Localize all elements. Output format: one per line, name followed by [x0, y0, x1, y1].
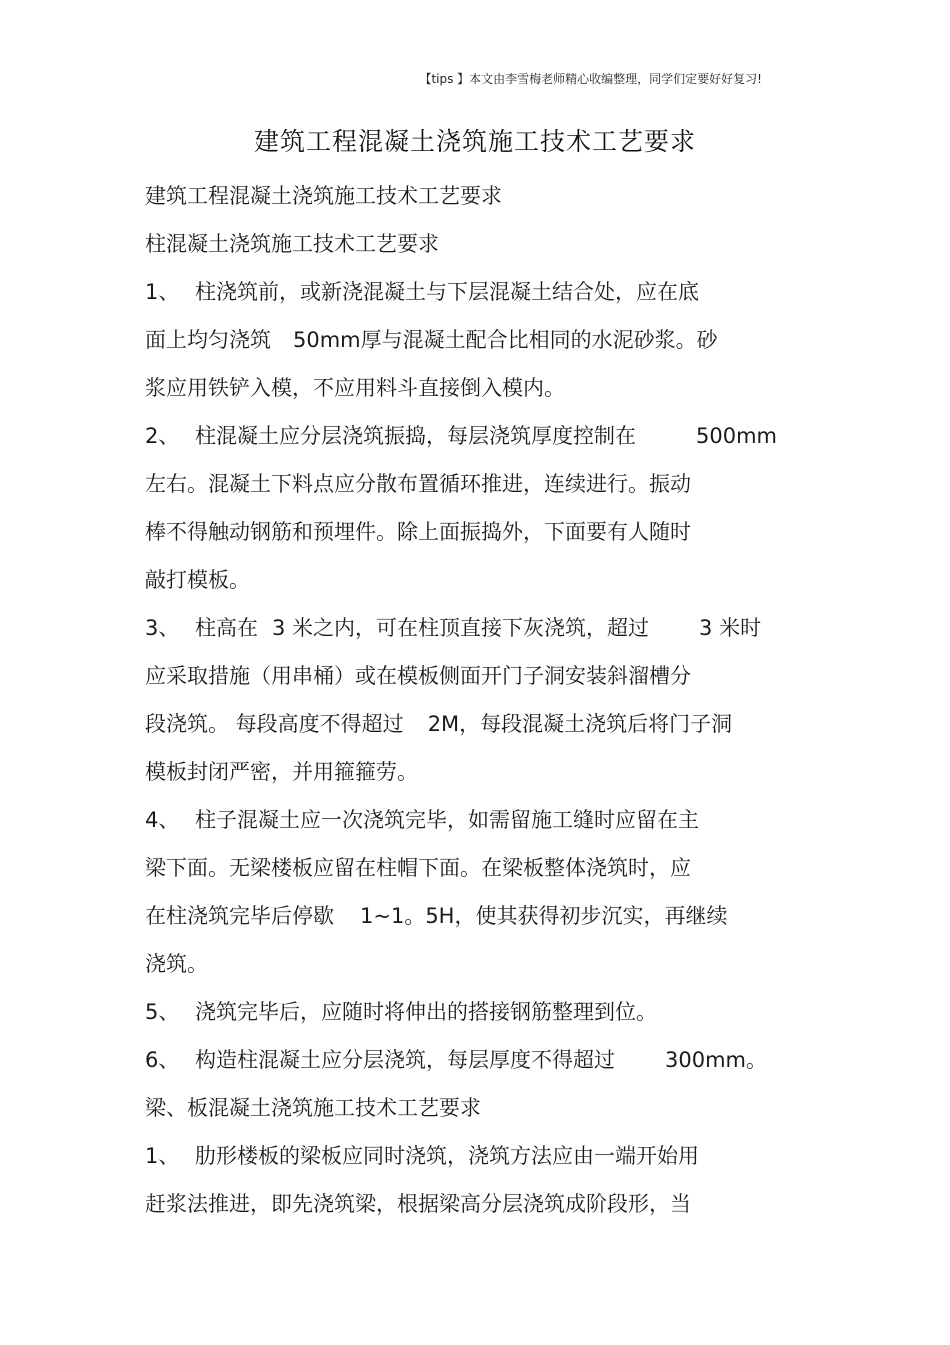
item-text: 面上均匀浇筑 [145, 328, 271, 352]
section-heading-column: 柱混凝土浇筑施工技术工艺要求 [145, 232, 439, 256]
item-number: 5、 [145, 1000, 180, 1024]
item-text: 500mm [696, 424, 777, 448]
item-number: 3、 [145, 616, 180, 640]
item-number: 6、 [145, 1048, 180, 1072]
item-number: 4、 [145, 808, 180, 832]
paragraph-line: 赶浆法推进，即先浇筑梁，根据梁高分层浇筑成阶段形，当 [145, 1192, 691, 1216]
item-text: 在柱浇筑完毕后停歇 [145, 904, 334, 928]
item-text: 50mm厚与混凝土配合比相同的水泥砂浆。砂 [293, 328, 718, 352]
paragraph-line [145, 997, 657, 1027]
paragraph-line: 敲打模板。 [145, 568, 250, 592]
item-text: 300mm。 [665, 1048, 767, 1072]
item-text: 柱高在 [195, 616, 258, 640]
document-subtitle: 建筑工程混凝土浇筑施工技术工艺要求 [145, 184, 502, 208]
paragraph-line [145, 277, 699, 307]
paragraph-line [145, 805, 699, 835]
paragraph-line: 梁下面。无梁楼板应留在柱帽下面。在梁板整体浇筑时，应 [145, 856, 691, 880]
item-text: 1~1。5H，使其获得初步沉实，再继续 [360, 904, 728, 928]
paragraph-line [145, 421, 777, 451]
item-number: 1、 [145, 1144, 180, 1168]
paragraph-line [145, 613, 761, 643]
paragraph-line: 棒不得触动钢筋和预埋件。除上面振捣外，下面要有人随时 [145, 520, 691, 544]
item-text: 3 米时 [699, 616, 762, 640]
item-text: 柱浇筑前，或新浇混凝土与下层混凝土结合处，应在底 [195, 280, 699, 304]
paragraph-line [145, 709, 732, 739]
paragraph-line: 浇筑。 [145, 952, 208, 976]
item-text: 段浇筑。 每段高度不得超过 [145, 712, 404, 736]
paragraph-line [145, 1141, 699, 1171]
paragraph-line: 左右。混凝土下料点应分散布置循环推进，连续进行。振动 [145, 472, 691, 496]
document-title: 建筑工程混凝土浇筑施工技术工艺要求 [253, 127, 696, 156]
item-text: 柱子混凝土应一次浇筑完毕，如需留施工缝时应留在主 [195, 808, 699, 832]
paragraph-line: 应采取措施（用串桶）或在模板侧面开门子洞安装斜溜槽分 [145, 664, 691, 688]
item-text: 2M，每段混凝土浇筑后将门子洞 [427, 712, 733, 736]
item-text: 柱混凝土应分层浇筑振捣，每层浇筑厚度控制在 [195, 424, 636, 448]
item-text: 肋形楼板的梁板应同时浇筑，浇筑方法应由一端开始用 [195, 1144, 699, 1168]
item-text: 构造柱混凝土应分层浇筑，每层厚度不得超过 [195, 1048, 615, 1072]
paragraph-line [145, 901, 727, 931]
item-text: 3 米之内，可在柱顶直接下灰浇筑，超过 [272, 616, 650, 640]
item-number: 2、 [145, 424, 180, 448]
section-heading-beam-slab: 梁、板混凝土浇筑施工技术工艺要求 [145, 1096, 481, 1120]
paragraph-line: 模板封闭严密，并用箍箍劳。 [145, 760, 418, 784]
paragraph-line [145, 1045, 767, 1075]
paragraph-line [145, 325, 718, 355]
paragraph-line: 浆应用铁铲入模，不应用料斗直接倒入模内。 [145, 376, 565, 400]
item-number: 1、 [145, 280, 180, 304]
tips-header: 【tips 】本文由李雪梅老师精心收编整理，同学们定要好好复习! [419, 72, 762, 86]
item-text: 浇筑完毕后，应随时将伸出的搭接钢筋整理到位。 [195, 1000, 657, 1024]
